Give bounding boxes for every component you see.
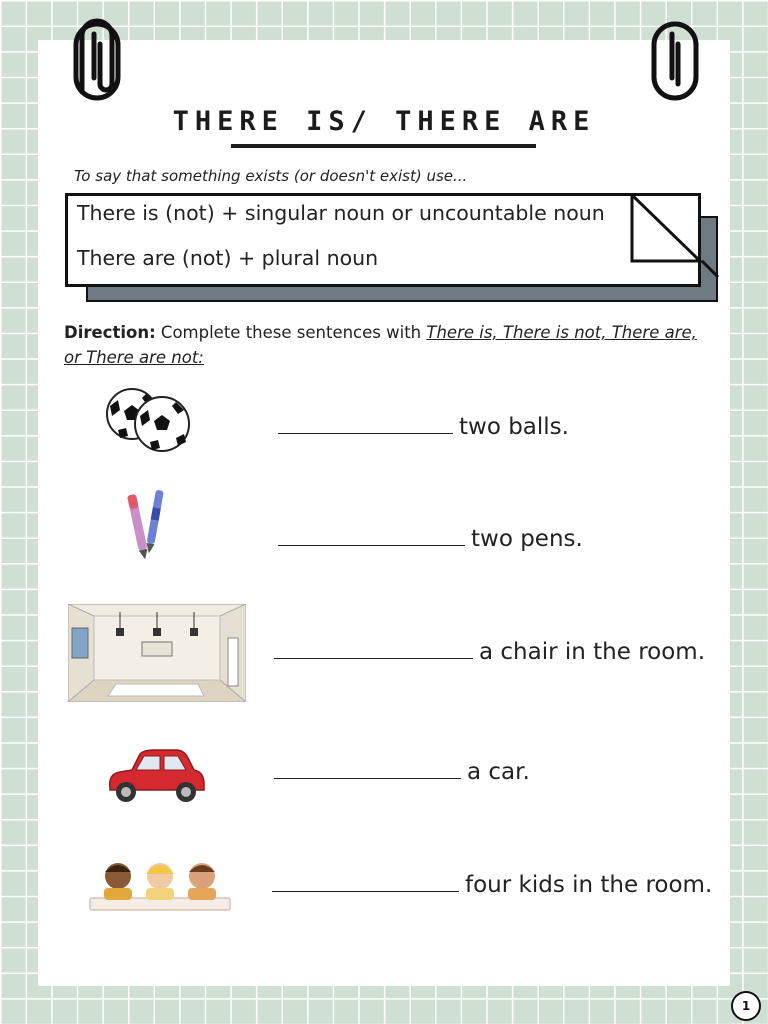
exercise-3 xyxy=(274,639,705,665)
empty-room-picture xyxy=(68,604,246,702)
red-car-picture xyxy=(104,744,208,806)
kid-icon xyxy=(188,863,216,900)
page-title: THERE IS/ THERE ARE xyxy=(172,106,596,137)
pens-picture xyxy=(125,488,167,564)
direction-body: Complete these sentences with xyxy=(155,323,427,342)
kid-icon xyxy=(104,863,132,900)
intro-text: To say that something exists (or doesn't exist) use... xyxy=(74,167,468,185)
exercise-text: two balls. xyxy=(459,414,569,440)
soccer-balls-picture xyxy=(102,386,194,454)
page-number: 1 xyxy=(731,991,761,1021)
pink-pen-icon xyxy=(127,494,150,560)
page-fold-icon xyxy=(630,193,722,303)
exercise-5 xyxy=(272,872,712,898)
exercise-1 xyxy=(278,414,569,440)
direction-text xyxy=(64,320,704,370)
direction-options: There is, There is not, There are, or There are not: xyxy=(64,323,697,367)
paperclip-icon xyxy=(650,14,700,104)
answer-blank[interactable] xyxy=(272,875,459,892)
exercise-text: four kids in the room. xyxy=(465,872,713,898)
rule-plural: There are (not) + plural noun xyxy=(77,246,379,270)
exercise-4 xyxy=(274,759,530,785)
paperclip-icon xyxy=(72,14,122,104)
title-underline xyxy=(231,144,536,148)
exercise-text: two pens. xyxy=(471,526,583,552)
exercise-2 xyxy=(278,526,583,552)
rule-singular: There is (not) + singular noun or uncountable noun xyxy=(77,201,605,225)
exercise-text: a car. xyxy=(467,759,530,785)
answer-blank[interactable] xyxy=(274,642,473,659)
answer-blank[interactable] xyxy=(278,417,453,434)
answer-blank[interactable] xyxy=(274,762,461,779)
exercise-text: a chair in the room. xyxy=(479,639,706,665)
answer-blank[interactable] xyxy=(278,529,465,546)
kids-picture xyxy=(88,856,232,914)
blue-pen-icon xyxy=(145,490,164,554)
kid-icon xyxy=(146,863,174,900)
direction-label: Direction: xyxy=(64,323,156,342)
soccer-ball-icon xyxy=(135,397,189,451)
